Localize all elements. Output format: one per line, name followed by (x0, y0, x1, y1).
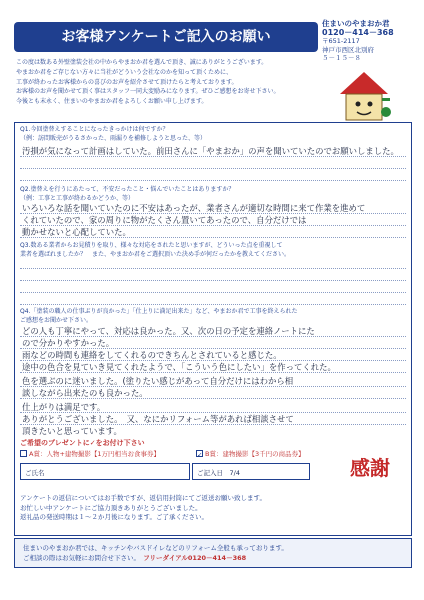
answer-line (20, 372, 406, 373)
q4-text-2: ご感想をお聞かせ下さい。 (20, 316, 93, 324)
page-title: お客様アンケートご記入のお願い (14, 22, 318, 52)
q4-answer-line: ので分かりやすかった。 (22, 338, 115, 348)
answer-line (20, 292, 406, 293)
answer-line (20, 386, 406, 387)
answer-line (20, 156, 406, 157)
bottom-line: ご相談の際はお気軽にお問合せ下さい。 (23, 554, 137, 562)
footer-line: アンケートの返信についてはお手数ですが、返信用封筒にてご返送お願い致します。 (20, 494, 266, 502)
bottom-line: 住まいのやまおか君では、キッチンやバスドイレなどのリフォーム全般も承っております。 (23, 544, 288, 552)
q4-answer-line: 頂きたいと思っています。 (22, 426, 122, 436)
company-address-1: 神戸市西区北別府 (322, 45, 374, 54)
option-b-label: B賞：建物撮影【3千円の商品券】 (205, 450, 305, 458)
q4-answer-line: 雨などの時間も連絡をしてくれるのできちんとされていると感じた。 (22, 350, 282, 360)
company-info (322, 20, 418, 63)
house-mascot-icon (334, 68, 394, 126)
intro-line: 今後とも末永く、住まいのやまおか君をよろしくお願い申し上げます。 (16, 98, 208, 106)
q2-question (20, 186, 234, 203)
option-a-label: A賞：人物+建物撮影【1万円相当お食事券】 (29, 450, 161, 458)
bottom-info-bar (14, 538, 412, 568)
kansha-text: 感謝 (350, 456, 390, 480)
footer-note (20, 494, 320, 523)
intro-text (16, 58, 316, 107)
q4-answer-line: 談しながら出来たのも良かった。 (22, 388, 148, 398)
company-phone: 0120－414－368 (322, 27, 394, 37)
q4-answer-line: ありがとうございました。 又、なにかリフォーム等があれば相談させて (22, 414, 294, 424)
company-address-2: ５－１５－８ (322, 54, 361, 62)
option-b[interactable] (196, 449, 305, 458)
answer-line (20, 412, 406, 413)
footer-line: 返礼品の発送時期は１～２か月後になります。ご了承ください。 (20, 513, 208, 521)
q3-text: Q3.数ある業者からお見積りを取り、様々な対応をされたと思いますが、どういった点を重視して (20, 242, 283, 249)
answer-line (20, 213, 406, 214)
answer-line (20, 280, 406, 281)
company-postal: 〒651-2117 (322, 37, 360, 45)
date-label: ご記入日 (197, 469, 223, 477)
q2-text: Q2.塗替えを行うにあたって、不安だったこと・悩んでいたことはありますか？ (20, 186, 235, 193)
q4-question (20, 308, 297, 325)
intro-line: やまおか君をご存じない方々に当社がどういう会社なのかを知って頂くために、 (16, 68, 233, 76)
q4-answer-line: 途中の色合を見ていき見てくれたようで、「こういう色にしたい」を作ってくれた。 (22, 362, 336, 372)
q2-answer-line: くれていたので、家の周りに物がたくさん置いてあったので、自分だけでは (22, 215, 307, 225)
intro-line: 工事が終わったお客様からの喜びのお声を紹介させて頂けたらと考えております。 (16, 78, 238, 86)
footer-line: お忙しい中アンケートにご協力頂きありがとうございました。 (20, 503, 202, 512)
q1-hint: （例：訪問販売がうるさかった、雨漏りを補修しようと思った、等） (20, 134, 207, 142)
answer-line (20, 304, 406, 305)
answer-line (20, 225, 406, 226)
q2-hint: （例：工事と工事が終わるかどうか、等） (20, 194, 135, 202)
answer-line (20, 336, 406, 337)
q2-answer-line: いろいろな話を聞いていたのに不安はあったが、業者さんが適切な時間に来て作業を進めて (22, 203, 366, 213)
kansha-stamp (350, 456, 390, 480)
option-b-checkbox[interactable]: ✓ (197, 451, 203, 459)
q4-answer-line: 色を選ぶのに迷いました。(塗りたい感じがあって自分だけにはわから相 (22, 376, 294, 386)
answer-line (20, 268, 406, 269)
free-dial: フリーダイアル0120－414－368 (143, 554, 247, 562)
q1-text: Q1.今回塗替えすることになったきっかけは何ですか？ (20, 126, 169, 133)
answer-line (20, 424, 406, 425)
option-a[interactable] (20, 449, 160, 458)
answer-line (20, 180, 406, 181)
answer-line (20, 168, 406, 169)
company-name: 住まいのやまおか君 (322, 19, 390, 28)
present-title: ご希望のプレゼントに✓をお付け下さい (20, 439, 145, 447)
intro-line: お客様のお声を聞かせて頂く事はスタッフ一同大変励みになります。ぜひご感想をお寄せ下さい。 (16, 88, 280, 96)
q4-text: Q4.「塗装の職人の仕事ぶりが良かった」「仕上りに満足出来た」など、やまおか君で工事を終えられた (20, 308, 298, 315)
intro-line: この度は数ある外壁塗装会社の中からやまおか君を選んで頂き、誠にありがとうございます。 (16, 59, 268, 66)
q1-question (20, 126, 206, 143)
date-value: 7/4 (229, 469, 240, 477)
name-label: ご氏名 (25, 469, 45, 477)
q3-text-2: 業者を選ばれましたか？ また、やまおか君をご選択頂いた決め手が何だったかを教えてください。 (20, 250, 291, 258)
signature-row (20, 463, 310, 480)
date-field[interactable] (192, 463, 310, 480)
answer-line (20, 398, 406, 399)
name-field[interactable] (20, 463, 190, 480)
q2-answer-line: 動かせないと心配していた。 (22, 227, 131, 237)
q3-question (20, 242, 290, 259)
q4-answer-line: 仕上がりは満足です。 (22, 402, 106, 412)
q4-answer-line: どの人も丁寧にやって、対応は良かった。又、次の日の予定を連絡ノートにた (22, 326, 315, 336)
q1-answer: 汚損が気になって計画はしていた。前田さんに「やまおか」の声を聞いていたのでお願いしました。 (22, 146, 399, 156)
answer-line (20, 360, 406, 361)
answer-line (20, 237, 406, 238)
option-a-checkbox[interactable] (20, 450, 27, 457)
answer-line (20, 348, 406, 349)
